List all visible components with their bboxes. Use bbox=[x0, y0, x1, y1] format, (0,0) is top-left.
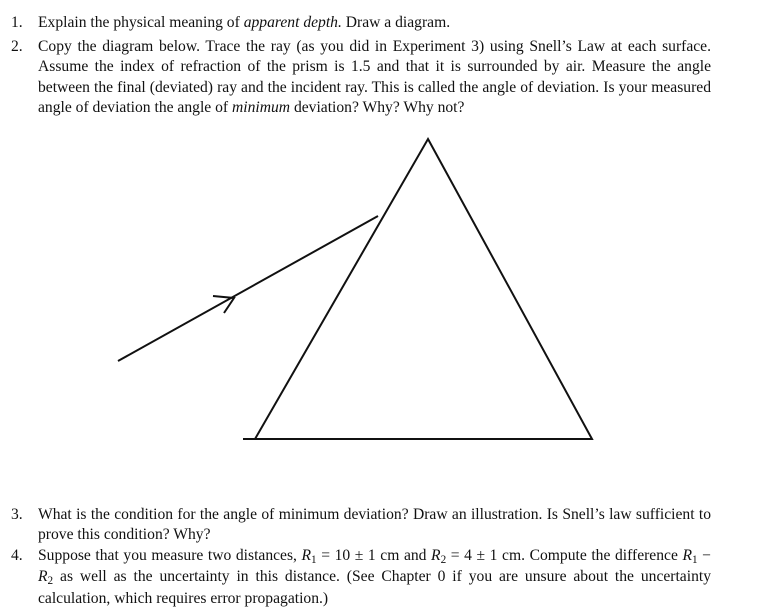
apparent-depth-term: apparent depth. bbox=[243, 14, 342, 31]
question-1-number: 1. bbox=[11, 14, 23, 31]
question-2-number: 2. bbox=[11, 38, 23, 55]
prism-triangle bbox=[255, 139, 592, 439]
question-3-number: 3. bbox=[11, 506, 23, 523]
question-3-text: What is the condition for the angle of minimum deviation? Draw an illustration. Is Snell’s law sufficient to prove this condition? Why? bbox=[38, 506, 711, 544]
incident-ray bbox=[118, 216, 378, 361]
question-4-text: Suppose that you measure two distances, $R_1 = 10 \pm 1$ cm and $R_2 = 4 \pm 1$ cm. Compute the difference $R_1 - R_2$ as well as the uncertainty in this distance. (See Chapter 0 if you are unsure about the uncertainty calculation, which requires error propagation.) bbox=[38, 547, 711, 607]
question-4-number: 4. bbox=[11, 547, 23, 564]
question-2-text: Copy the diagram below. Trace the ray (as you did in Experiment 3) using Snell’s Law at each surface. Assume the index of refraction of the prism is 1.5 and that it is surrounded by air. Measure the angle between the final (deviated) ray and the incident ray. This is called the angle of deviation. Is your measured angle of deviation the angle of minimum deviation? Why? Why not? bbox=[38, 38, 711, 116]
question-4 bbox=[11, 546, 711, 609]
question-3 bbox=[11, 505, 711, 546]
question-1-text: Explain the physical meaning of apparent depth. Draw a diagram. bbox=[38, 14, 451, 31]
ray-direction-arrow-icon bbox=[213, 296, 234, 313]
minimum-term: minimum bbox=[232, 98, 291, 116]
